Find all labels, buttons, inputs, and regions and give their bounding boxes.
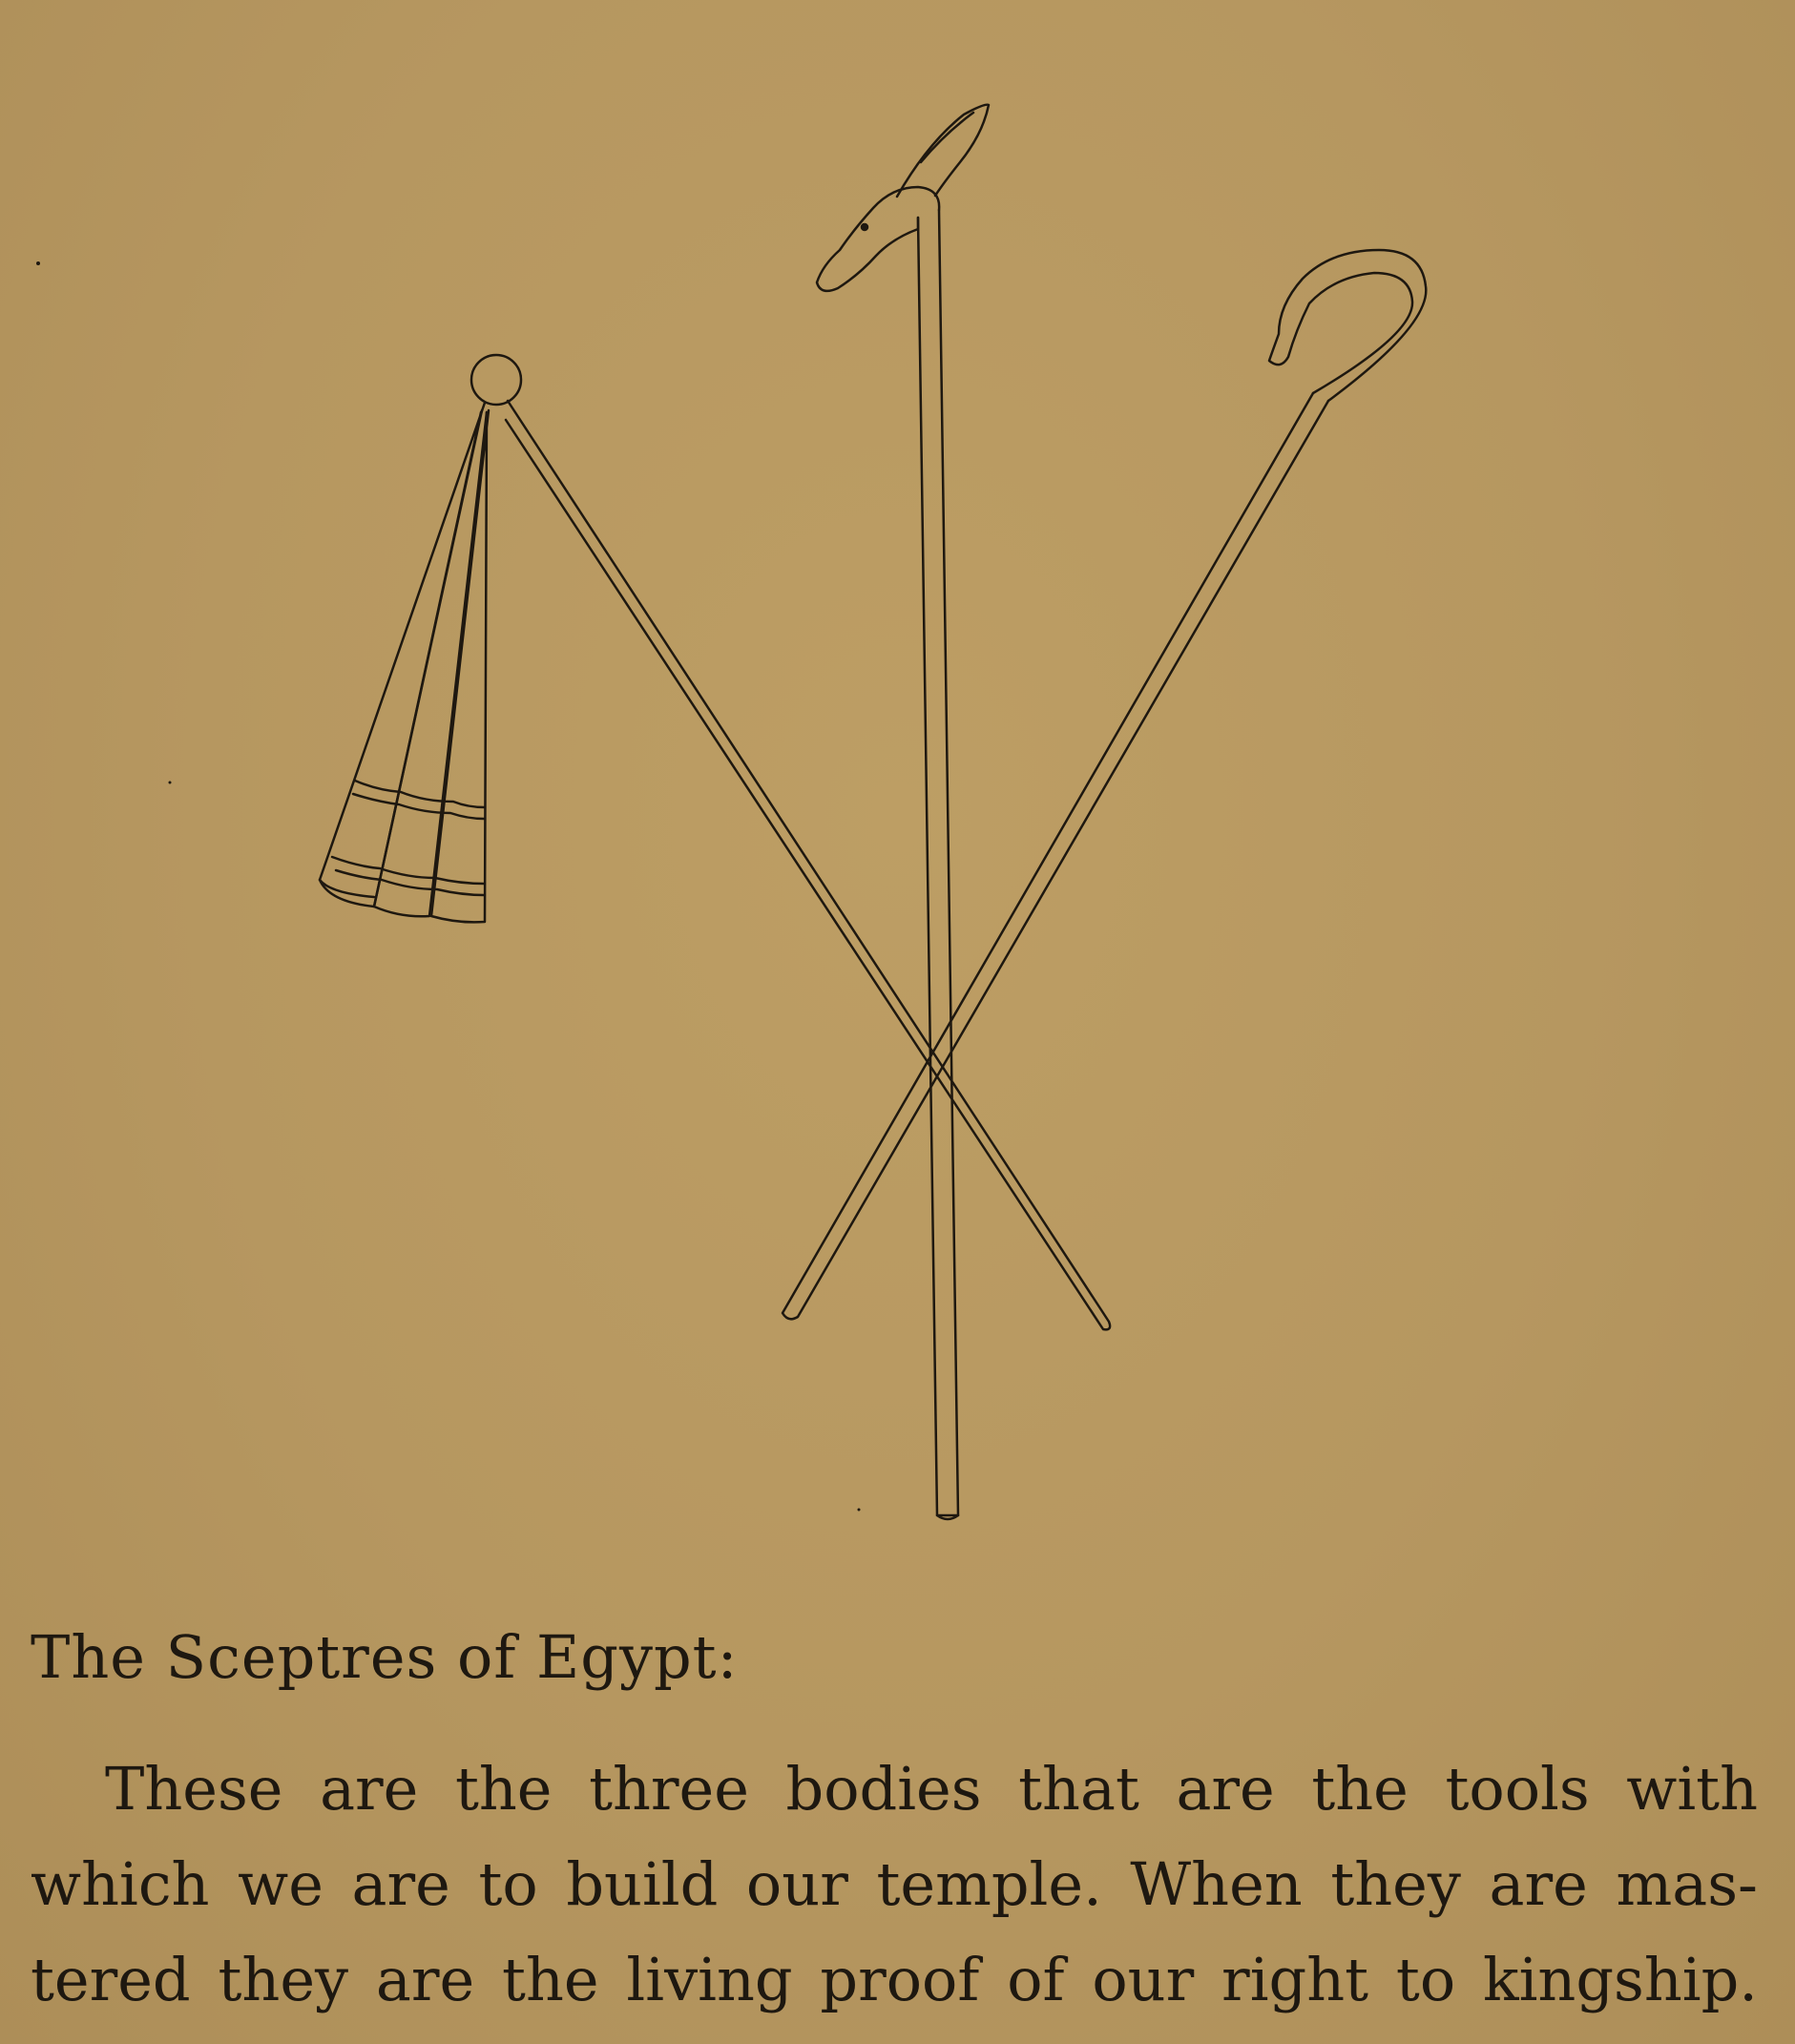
caption-line: tered they are the living proof of our right to kingship. bbox=[31, 1945, 1758, 2014]
caption-body bbox=[31, 1742, 1758, 2028]
caption-line: which we are to build our temple. When they are mas- bbox=[31, 1849, 1758, 1919]
caption-line: These are the three bodies that are the tools with bbox=[105, 1754, 1758, 1824]
flail-icon bbox=[320, 355, 1110, 1329]
crook-icon bbox=[783, 250, 1426, 1319]
caption-title: The Sceptres of Egypt: bbox=[31, 1622, 739, 1692]
was-sceptre-icon bbox=[817, 105, 989, 1519]
